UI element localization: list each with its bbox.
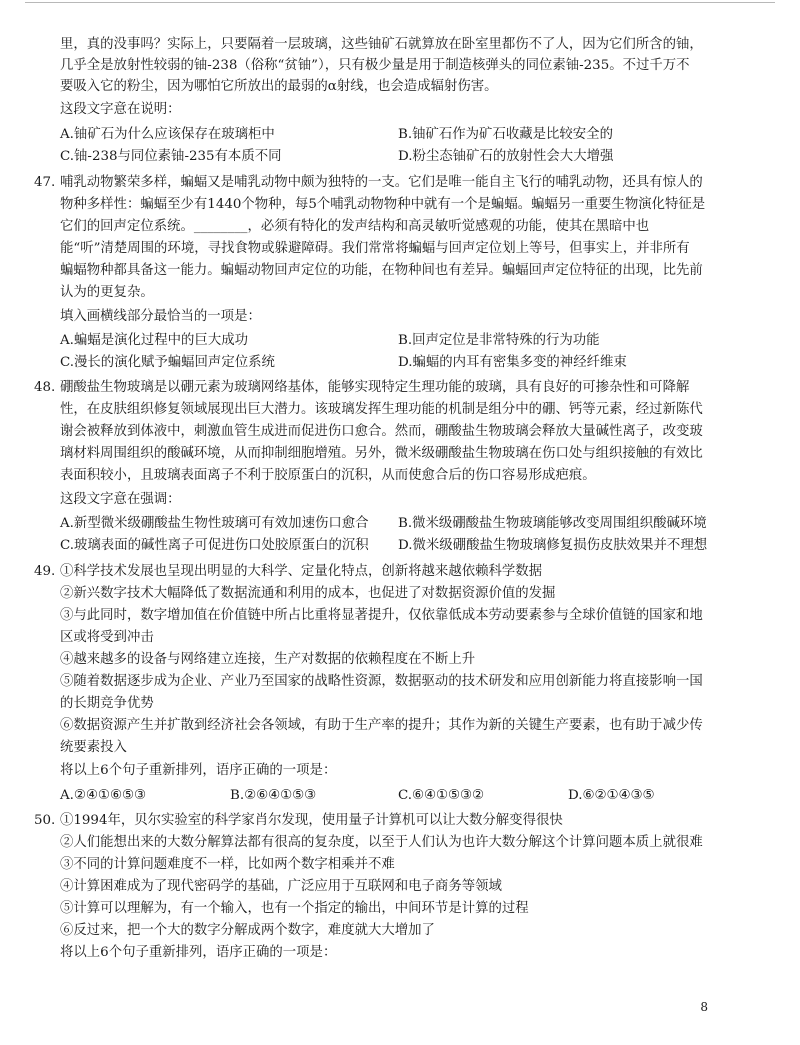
- q49-option-b[interactable]: B.②⑥④①⑤③: [230, 788, 317, 803]
- q50-line-1: ①1994年，贝尔实验室的科学家肖尔发现，使用量子计算机可以让大数分解变得很快: [60, 813, 563, 828]
- q49-line-3: ③与此同时，数字增加值在价值链中所占比重将显著提升，仅依靠低成本劳动要素参与全球价值链的国家和地: [60, 608, 703, 623]
- q49-number: 49.: [34, 564, 56, 579]
- q49-line-7: 的长期竞争优势: [60, 696, 154, 711]
- q48-line-5: 表面积较小，且玻璃表面离子不利于胶原蛋白的沉积，从而使愈合后的伤口容易形成疤痕。: [60, 468, 596, 483]
- q47-option-a[interactable]: A.蝙蝠是演化过程中的巨大成功: [60, 333, 249, 348]
- q48-option-c[interactable]: C.玻璃表面的碱性离子可促进伤口处胶原蛋白的沉积: [60, 538, 369, 553]
- q49-line-8: ⑥数据资源产生并扩散到经济社会各领域，有助于生产率的提升；其作为新的关键生产要素，也有助于减少传: [60, 718, 703, 733]
- q48-question: 这段文字意在强调：: [60, 492, 181, 507]
- q47-number: 47.: [34, 175, 56, 190]
- q49-option-a[interactable]: A.②④①⑥⑤③: [60, 788, 146, 803]
- q47-question: 填入画横线部分最恰当的一项是：: [60, 309, 261, 324]
- q47-line-1: 哺乳动物繁荣多样，蝙蝠又是哺乳动物中颇为独特的一支。它们是唯一能自主飞行的哺乳动物，还具有惊人的: [60, 175, 703, 190]
- q47-option-d[interactable]: D.蝙蝠的内耳有密集多变的神经纤维束: [398, 355, 627, 370]
- q48-line-3: 谢会被释放到体液中，刺激血管生成进而促进伤口愈合。然而，硼酸盐生物玻璃会释放大量碱性离子，改变玻: [60, 424, 703, 439]
- q46-question: 这段文字意在说明：: [60, 102, 181, 117]
- page-number: 8: [700, 1000, 708, 1014]
- q47-line-5: 蝙蝠物种都具备这一能力。蝙蝠动物回声定位的功能，在物种间也有差异。蝙蝠回声定位特征的出现，比先前: [60, 263, 703, 278]
- q50-line-4: ④计算困难成为了现代密码学的基础，广泛应用于互联网和电子商务等领域: [60, 879, 502, 894]
- q49-option-c[interactable]: C.⑥④①⑤③②: [398, 788, 485, 803]
- q47-option-c[interactable]: C.漫长的演化赋予蝙蝠回声定位系统: [60, 355, 275, 370]
- q49-line-1: ①科学技术发展也呈现出明显的大科学、定量化特点，创新将越来越依赖科学数据: [60, 564, 543, 579]
- top-rule: [25, 2, 775, 3]
- q50-line-5: ⑤计算可以理解为，有一个输入，也有一个指定的输出，中间环节是计算的过程: [60, 901, 529, 916]
- q49-line-5: ④越来越多的设备与网络建立连接，生产对数据的依赖程度在不断上升: [60, 652, 476, 667]
- q50-line-2: ②人们能想出来的大数分解算法都有很高的复杂度，以至于人们认为也许大数分解这个计算问题本质上就很难: [60, 835, 703, 850]
- q48-line-4: 璃材料周围组织的酸碱环境，从而抑制细胞增殖。另外，微米级硼酸盐生物玻璃在伤口处与组织接触的有效比: [60, 446, 703, 461]
- q47-option-b[interactable]: B.回声定位是非常特殊的行为功能: [398, 333, 600, 348]
- q48-option-d[interactable]: D.微米级硼酸盐生物玻璃修复损伤皮肤效果并不理想: [398, 538, 708, 553]
- q48-option-a[interactable]: A.新型微米级硼酸盐生物性玻璃可有效加速伤口愈合: [60, 516, 369, 531]
- q50-line-3: ③不同的计算问题难度不一样，比如两个数字相乘并不难: [60, 857, 395, 872]
- q46-line-2: 几乎全是放射性较弱的铀-238（俗称“贫铀”），只有极少量是用于制造核弹头的同位素铀-235。不过千万不: [60, 58, 690, 73]
- q47-line-4: 能“听”清楚周围的环境，寻找食物或躲避障碍。我们常常将蝙蝠与回声定位划上等号，但事实上，并非所有: [60, 241, 690, 256]
- q48-line-2: 性，在皮肤组织修复领域展现出巨大潜力。该玻璃发挥生理功能的机制是组分中的硼、钙等元素，经过新陈代: [60, 402, 703, 417]
- q47-line-2: 物种多样性：蝙蝠至少有1440个物种，每5个哺乳动物物种中就有一个是蝙蝠。蝙蝠另一重要生物演化特征是: [60, 197, 706, 212]
- q47-line-6: 认为的更复杂。: [60, 285, 154, 300]
- q50-number: 50.: [34, 813, 56, 828]
- q48-number: 48.: [34, 380, 56, 395]
- q49-line-6: ⑤随着数据逐步成为企业、产业乃至国家的战略性资源，数据驱动的技术研发和应用创新能力将直接影响一国: [60, 674, 703, 689]
- q46-option-a[interactable]: A.铀矿石为什么应该保存在玻璃柜中: [60, 127, 275, 142]
- q50-line-6: ⑥反过来，把一个大的数字分解成两个数字，难度就大大增加了: [60, 923, 435, 938]
- q46-line-1: 里，真的没事吗？实际上，只要隔着一层玻璃，这些铀矿石就算放在卧室里都伤不了人，因为它们所含的铀，: [60, 37, 703, 52]
- q49-question: 将以上6个句子重新排列，语序正确的一项是：: [60, 763, 337, 778]
- q46-option-c[interactable]: C.铀-238与同位素铀-235有本质不同: [60, 149, 282, 164]
- q50-question: 将以上6个句子重新排列，语序正确的一项是：: [60, 945, 337, 960]
- q47-line-3: 它们的回声定位系统。________，必须有特化的发声结构和高灵敏听觉感观的功能，使其在黑暗中也: [60, 219, 650, 234]
- q46-option-b[interactable]: B.铀矿石作为矿石收藏是比较安全的: [398, 127, 613, 142]
- q48-line-1: 硼酸盐生物玻璃是以硼元素为玻璃网络基体，能够实现特定生理功能的玻璃，具有良好的可掺杂性和可降解: [60, 380, 690, 395]
- q48-option-b[interactable]: B.微米级硼酸盐生物玻璃能够改变周围组织酸碱环境: [398, 516, 707, 531]
- q46-option-d[interactable]: D.粉尘态铀矿石的放射性会大大增强: [398, 149, 614, 164]
- q49-line-9: 统要素投入: [60, 740, 127, 755]
- q46-line-3: 要吸入它的粉尘，因为哪怕它所放出的最弱的α射线，也会造成辐射伤害。: [60, 79, 498, 94]
- q49-line-2: ②新兴数字技术大幅降低了数据流通和利用的成本，也促进了对数据资源价值的发掘: [60, 586, 556, 601]
- q49-line-4: 区或将受到冲击: [60, 630, 154, 645]
- q49-option-d[interactable]: D.⑥②①④③⑤: [568, 788, 655, 803]
